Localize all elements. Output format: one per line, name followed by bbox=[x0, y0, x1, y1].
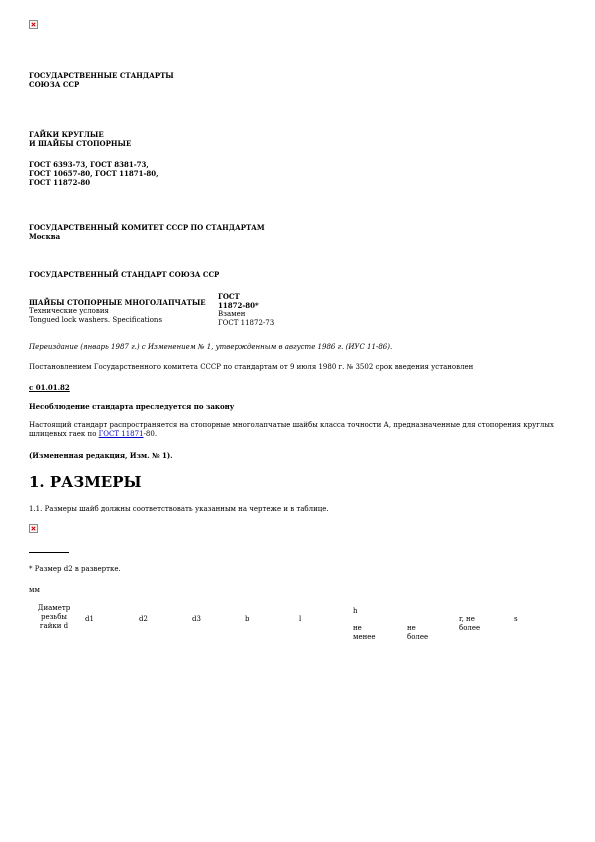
decree-text: Постановлением Государственного комитета СССР по стандартам от 9 июля 1980 г. № 3502 срок введения установлен bbox=[29, 363, 474, 371]
col-thread-diameter-line-1: Диаметр bbox=[37, 604, 71, 612]
collection-title-line-2: И ШАЙБЫ СТОПОРНЫЕ bbox=[29, 139, 132, 148]
committee-city: Москва bbox=[29, 232, 61, 241]
header-line-2: СОЮЗА ССР bbox=[29, 80, 80, 89]
revision-note: (Измененная редакция, Изм. № 1). bbox=[29, 451, 173, 460]
col-d2: d2 bbox=[139, 615, 148, 623]
standards-line-1: ГОСТ 6393-73, ГОСТ 8381-73, bbox=[29, 160, 149, 169]
standards-line-2: ГОСТ 10657-80, ГОСТ 11871-80, bbox=[29, 169, 159, 178]
col-h: h bbox=[353, 607, 358, 615]
section-heading: 1. РАЗМЕРЫ bbox=[29, 473, 142, 491]
effective-date bbox=[29, 383, 70, 392]
title-en: Tongued lock washers. Specifications bbox=[29, 316, 163, 324]
scope-text-before: Настоящий стандарт распространяется на стопорные многолапчатые шайбы класса точности А, предназначенные для стопорения круглых шлицевых гаек по bbox=[29, 421, 554, 438]
header-line-1: ГОСУДАРСТВЕННЫЕ СТАНДАРТЫ bbox=[29, 71, 174, 80]
section-paragraph: 1.1. Размеры шайб должны соответствовать указанным на чертеже и в таблице. bbox=[29, 505, 329, 513]
col-d1: d1 bbox=[85, 615, 94, 623]
scope-paragraph bbox=[29, 421, 569, 439]
title-ru: ШАЙБЫ СТОПОРНЫЕ МНОГОЛАПЧАТЫЕ bbox=[29, 298, 206, 307]
col-s: s bbox=[514, 615, 518, 623]
subtitle-ru: Технические условия bbox=[29, 307, 109, 315]
header-block bbox=[29, 71, 174, 89]
broken-image-icon bbox=[29, 524, 38, 533]
footnote-divider bbox=[29, 552, 69, 553]
gost-11871-link[interactable]: ГОСТ 11871 bbox=[98, 430, 144, 438]
noncompliance-note: Несоблюдение стандарта преследуется по закону bbox=[29, 402, 235, 411]
replaces-label: Взамен bbox=[218, 310, 246, 318]
col-d3: d3 bbox=[192, 615, 201, 623]
standards-line-3: ГОСТ 11872-80 bbox=[29, 178, 91, 187]
effective-date-text: с 01.01.82 bbox=[29, 383, 70, 392]
col-thread-diameter-line-3: гайки d bbox=[39, 622, 69, 630]
col-thread-diameter bbox=[29, 604, 79, 631]
broken-image-icon bbox=[29, 20, 38, 29]
committee-name: ГОСУДАРСТВЕННЫЙ КОМИТЕТ СССР ПО СТАНДАРТАМ bbox=[29, 223, 265, 232]
reissue-note: Переиздание (январь 1987 г.) с Изменением № 1, утвержденным в августе 1986 г. (ИУС 11-86). bbox=[29, 343, 393, 351]
title-block-right bbox=[218, 292, 274, 328]
col-thread-diameter-line-2: резьбы bbox=[40, 613, 68, 621]
collection-title bbox=[29, 130, 131, 148]
committee-block bbox=[29, 223, 265, 241]
col-h-min: не менее bbox=[353, 624, 376, 641]
gost-number: 11872-80* bbox=[218, 301, 259, 310]
gost-label: ГОСТ bbox=[218, 292, 240, 301]
collection-title-line-1: ГАЙКИ КРУГЛЫЕ bbox=[29, 130, 104, 139]
footnote: * Размер d2 в развертке. bbox=[29, 565, 121, 573]
state-standard-heading: ГОСУДАРСТВЕННЫЙ СТАНДАРТ СОЮЗА ССР bbox=[29, 270, 220, 279]
col-l: l bbox=[299, 615, 302, 623]
col-h-max: не более bbox=[407, 624, 429, 641]
units-label: мм bbox=[29, 586, 40, 594]
replaces-number: ГОСТ 11872-73 bbox=[218, 319, 275, 327]
title-block-left bbox=[29, 298, 219, 325]
col-b: b bbox=[245, 615, 250, 623]
standards-list bbox=[29, 160, 159, 187]
col-r: r, не более bbox=[459, 615, 481, 632]
scope-text-after: -80. bbox=[143, 430, 158, 438]
